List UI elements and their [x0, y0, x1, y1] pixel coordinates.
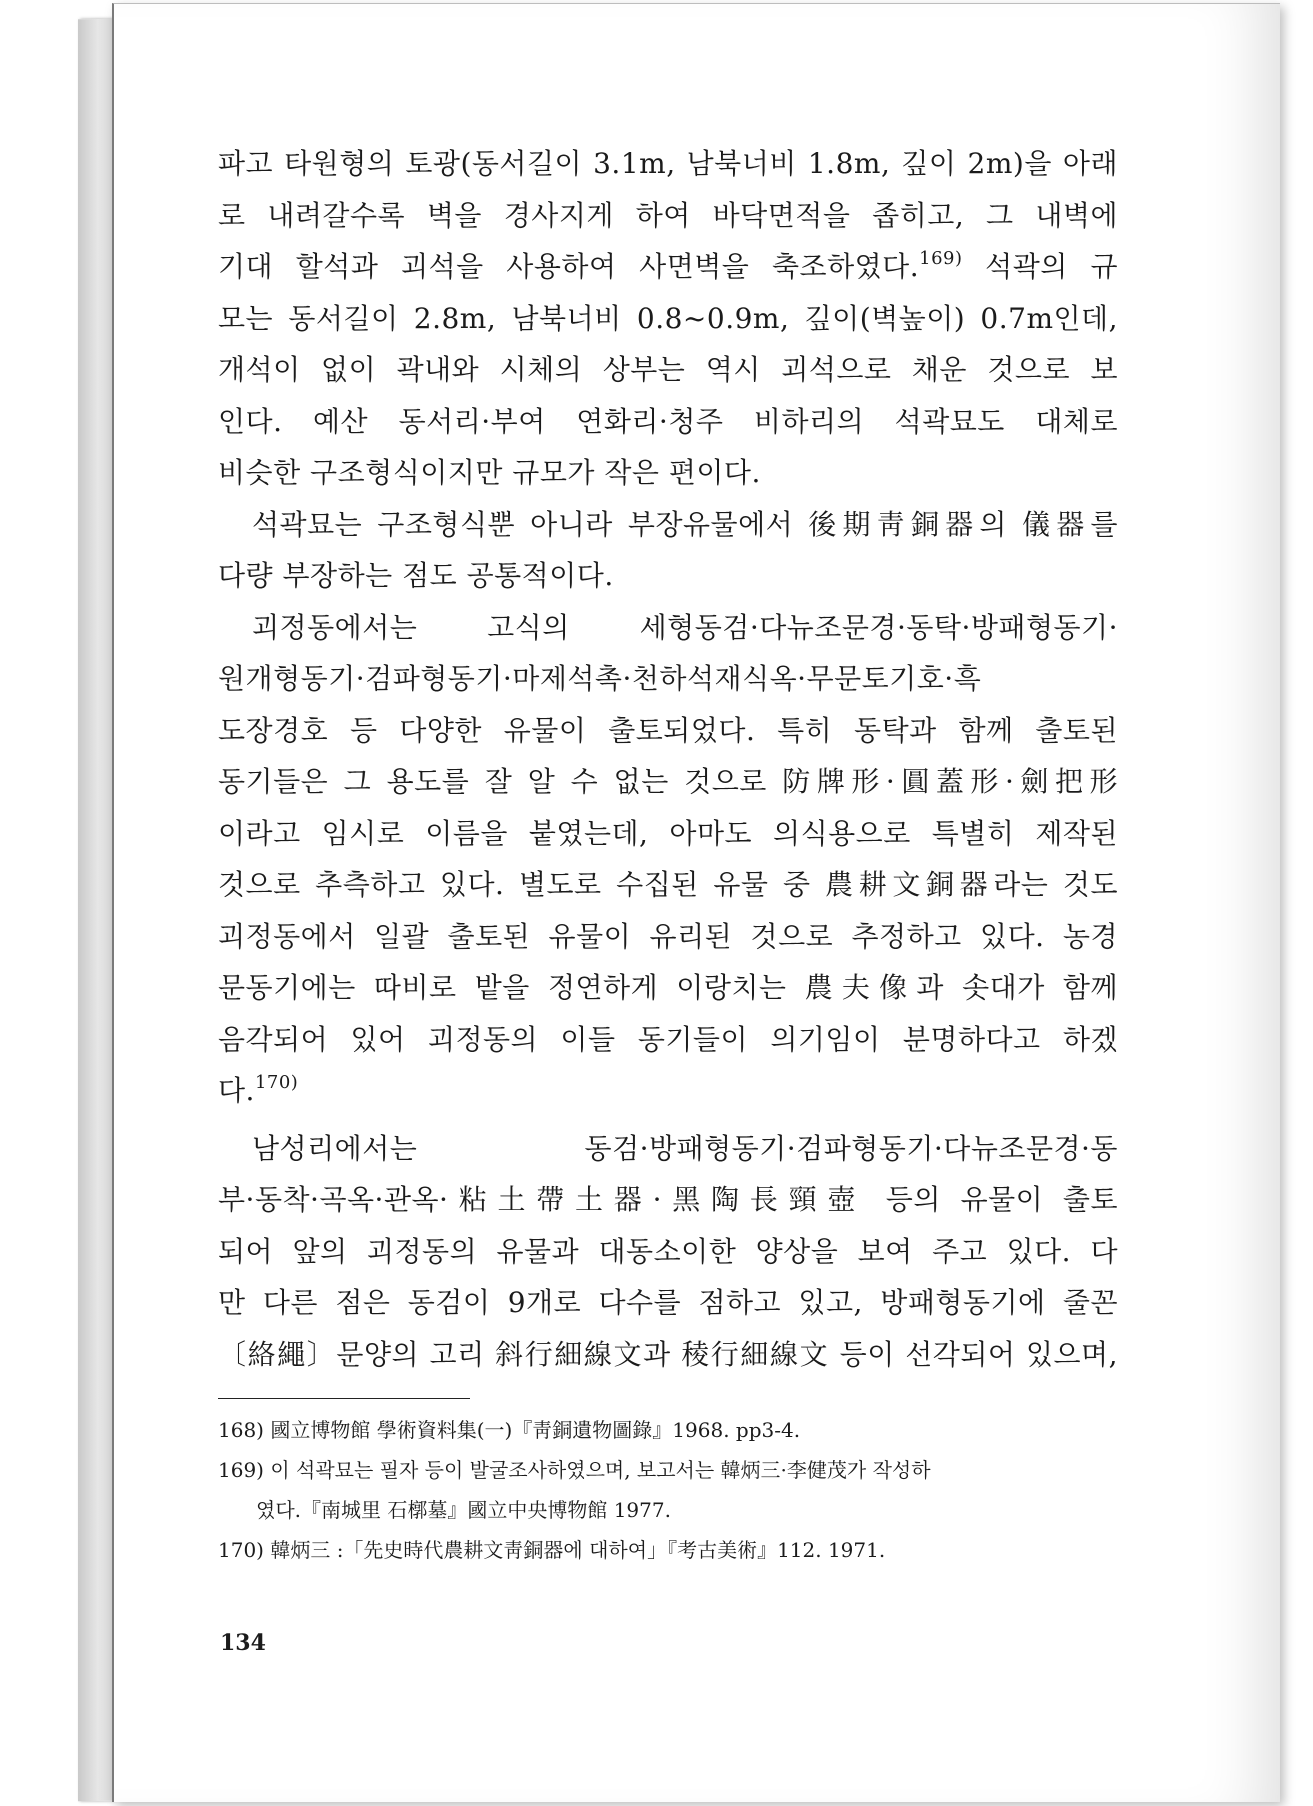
text-line — [218, 241, 1118, 293]
text-line: 도장경호 등 다양한 유물이 출토되었다. 특히 동탁과 함께 출토된 — [218, 713, 1118, 747]
text-line: 만 다른 점은 동검이 9개로 다수를 점하고 있고, 방패형동기에 줄꼰 — [218, 1286, 1118, 1319]
paragraph-first-line: 괴정동에서는 고식의 세형동검·다뉴조문경·동탁·방패형동기· — [252, 610, 1118, 644]
text-line: 괴정동에서 일괄 출토된 유물이 유리된 것으로 추정하고 있다. 농경 — [218, 919, 1118, 953]
paragraph-first-line: 남성리에서는 동검·방패형동기·검파형동기·다뉴조문경·동 — [252, 1131, 1118, 1165]
page-number: 134 — [220, 1630, 266, 1656]
text-line: 되어 앞의 괴정동의 유물과 대동소이한 양상을 보여 주고 있다. 다 — [218, 1234, 1118, 1268]
footnote-divider — [218, 1398, 470, 1399]
paragraph-first-line: 석곽묘는 구조형식뿐 아니라 부장유물에서 後期靑銅器의 儀器를 — [252, 507, 1118, 541]
text-line: 로 내려갈수록 벽을 경사지게 하여 바닥면적을 좁히고, 그 내벽에 — [218, 198, 1118, 232]
text-segment: 기대 할석과 괴석을 사용하여 사면벽을 축조하였다. — [218, 250, 920, 283]
text-line: 모는 동서길이 2.8m, 남북너비 0.8~0.9m, 깊이(벽높이) 0.7m인데, — [218, 301, 1118, 335]
text-line: 이라고 임시로 이름을 붙였는데, 아마도 의식용으로 특별히 제작된 — [218, 816, 1118, 850]
footnote-169-continuation: 였다.『南城里 石槨墓』國立中央博物館 1977. — [256, 1498, 671, 1522]
text-line: 인다. 예산 동서리·부여 연화리·청주 비하리의 석곽묘도 대체로 — [218, 404, 1118, 438]
book-spine — [78, 19, 114, 1801]
footnote-ref-169[interactable]: 169) — [919, 248, 963, 269]
footnote-169: 169) 이 석곽묘는 필자 등이 발굴조사하였으며, 보고서는 韓炳三·李健茂가 작성하 — [218, 1458, 931, 1482]
text-line: 것으로 추측하고 있다. 별도로 수집된 유물 중 農耕文銅器라는 것도 — [218, 868, 1118, 901]
text-line — [218, 1065, 1118, 1117]
body-text — [218, 138, 1118, 1380]
text-segment: 다. — [218, 1074, 255, 1107]
text-line: 비슷한 구조형식이지만 규모가 작은 편이다. — [218, 456, 761, 489]
footnotes — [218, 1410, 1138, 1570]
text-line: 음각되어 있어 괴정동의 이들 동기들이 의기임이 분명하다고 하겠 — [218, 1022, 1118, 1056]
text-segment: 석곽의 규 — [962, 250, 1118, 283]
text-line: 문동기에는 따비로 밭을 정연하게 이랑치는 農夫像과 솟대가 함께 — [218, 971, 1118, 1004]
text-line: 원개형동기·검파형동기·마제석촉·천하석재식옥·무문토기호·흑 — [218, 662, 982, 695]
footnote-168: 168) 國立博物館 學術資料集(一)『靑銅遺物圖錄』1968. pp3-4. — [218, 1418, 801, 1442]
text-line: 부·동착·곡옥·관옥·粘土帶土器·黑陶長頸壺 등의 유물이 출토 — [218, 1183, 1118, 1216]
text-line: 동기들은 그 용도를 잘 알 수 없는 것으로 防牌形·圓蓋形·劍把形 — [218, 765, 1118, 798]
text-line: 다량 부장하는 점도 공통적이다. — [218, 559, 614, 592]
footnote-170: 170) 韓炳三 :「先史時代農耕文靑銅器에 대하여」『考古美術』112. 1971. — [218, 1538, 886, 1562]
footnote-ref-170[interactable]: 170) — [254, 1072, 299, 1093]
text-line: 파고 타원형의 토광(동서길이 3.1m, 남북너비 1.8m, 깊이 2m)을 아래 — [218, 147, 1118, 180]
text-line: 개석이 없이 곽내와 시체의 상부는 역시 괴석으로 채운 것으로 보 — [218, 353, 1118, 386]
text-line: 〔絡繩〕문양의 고리 斜行細線文과 稜行細線文 등이 선각되어 있으며, — [218, 1337, 1118, 1371]
